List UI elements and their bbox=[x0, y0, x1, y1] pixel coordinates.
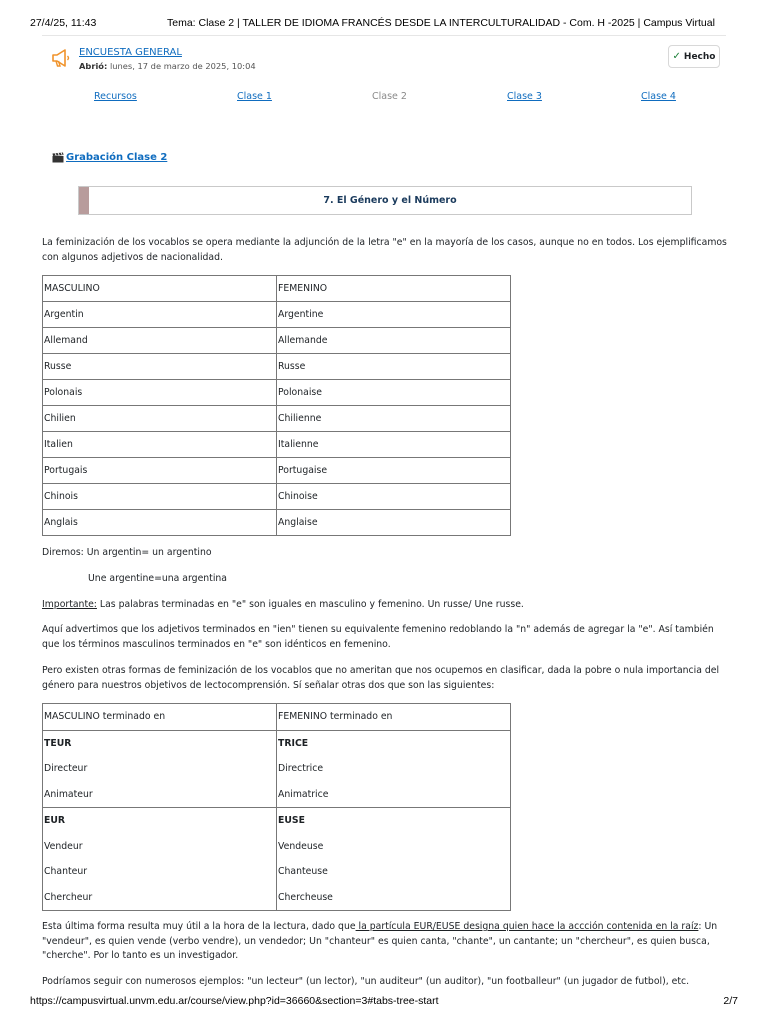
megaphone-icon bbox=[50, 48, 72, 68]
table-cell: Argentin bbox=[43, 302, 277, 328]
table-cell: Chinoise bbox=[277, 484, 511, 510]
class-tabs bbox=[0, 91, 768, 107]
paragraph-ien: Aquí advertimos que los adjetivos terminados en "ien" tienen su equivalente femenino redoblando la "n" además de agregar la "e". Así también que los términos masculinos terminados en "e" son idénticos en femenino. bbox=[42, 624, 714, 650]
paragraph-more-examples: Podríamos seguir con numerosos ejemplos: "un lecteur" (un lector), "un auditeur" (un auditor), "un footballeur" (un jugador de futbol), etc. bbox=[42, 976, 690, 987]
table-cell: Allemand bbox=[43, 328, 277, 354]
important-note: Importante: Las palabras terminadas en "e" son iguales en masculino y femenino. Un russe/ Une russe. bbox=[42, 599, 524, 610]
table-cell: Directrice bbox=[277, 756, 511, 782]
table-cell: Polonais bbox=[43, 380, 277, 406]
table-cell: Vendeuse bbox=[277, 834, 511, 860]
section-accent-bar bbox=[79, 187, 89, 214]
section-title: 7. El Género y el Número bbox=[323, 195, 457, 206]
table-row bbox=[43, 354, 511, 380]
divider bbox=[42, 35, 726, 36]
print-datetime: 27/4/25, 11:43 bbox=[30, 17, 97, 29]
table-row bbox=[43, 380, 511, 406]
paragraph-other-forms: Pero existen otras formas de feminización de los vocablos que no ameritan que nos ocupemos en clasificar, dada la pobre o nula importancia del género para nuestros objetivos de lectocomprensión. Sí señalar otras dos que son las siguientes: bbox=[42, 665, 720, 691]
table-cell: Anglaise bbox=[277, 510, 511, 536]
table-cell: Chercheuse bbox=[277, 885, 511, 911]
table-row bbox=[43, 756, 511, 782]
table-row bbox=[43, 406, 511, 432]
table-row bbox=[43, 458, 511, 484]
table-cell: Chilienne bbox=[277, 406, 511, 432]
table-row bbox=[43, 484, 511, 510]
encuesta-general-link[interactable]: ENCUESTA GENERAL bbox=[79, 47, 182, 58]
page-url: https://campusvirtual.unvm.edu.ar/course/view.php?id=36660&section=3#tabs-tree-start bbox=[30, 995, 439, 1007]
tab-clase-2: Clase 2 bbox=[372, 91, 407, 102]
table-row bbox=[43, 302, 511, 328]
table-cell: Portugais bbox=[43, 458, 277, 484]
table-row bbox=[43, 885, 511, 911]
table-nationality-adjectives bbox=[42, 275, 511, 536]
table-cell: Portugaise bbox=[277, 458, 511, 484]
checkmark-icon: ✓ bbox=[672, 51, 681, 62]
opened-date: Abrió: lunes, 17 de marzo de 2025, 10:04 bbox=[79, 61, 256, 71]
table-cell: Polonaise bbox=[277, 380, 511, 406]
table-row bbox=[43, 704, 511, 731]
print-page-title: Tema: Clase 2 | TALLER DE IDIOMA FRANCÉS DESDE LA INTERCULTURALIDAD - Com. H -2025 | Campus Virtual bbox=[167, 17, 715, 29]
table-row bbox=[43, 432, 511, 458]
example-masculine: Diremos: Un argentin= un argentino bbox=[42, 547, 212, 558]
tab-clase-3[interactable]: Clase 3 bbox=[507, 91, 542, 102]
table-endings bbox=[42, 703, 511, 911]
example-feminine: Une argentine=una argentina bbox=[88, 573, 227, 584]
table-row bbox=[43, 730, 511, 756]
table-cell: Chercheur bbox=[43, 885, 277, 911]
table-row bbox=[43, 808, 511, 834]
activity-encuesta bbox=[48, 45, 728, 75]
table-cell: TRICE bbox=[277, 730, 511, 756]
table-cell: Russe bbox=[43, 354, 277, 380]
table-cell: Italienne bbox=[277, 432, 511, 458]
clapperboard-icon bbox=[52, 152, 64, 163]
table-cell: Chanteur bbox=[43, 859, 277, 885]
table-cell: Animatrice bbox=[277, 782, 511, 808]
table-row bbox=[43, 510, 511, 536]
table-cell: Argentine bbox=[277, 302, 511, 328]
paragraph-intro: La feminización de los vocablos se opera mediante la adjunción de la letra "e" en la mayoría de los casos, aunque no en todos. Los ejemplificamos con algunos adjetivos de nacionalidad. bbox=[42, 237, 727, 263]
table-cell: MASCULINO bbox=[43, 276, 277, 302]
print-header bbox=[0, 0, 768, 34]
print-footer bbox=[30, 995, 738, 1007]
table-cell: Allemande bbox=[277, 328, 511, 354]
table-cell: Anglais bbox=[43, 510, 277, 536]
table-row bbox=[43, 859, 511, 885]
table-cell: MASCULINO terminado en bbox=[43, 704, 277, 731]
table-cell: Chilien bbox=[43, 406, 277, 432]
recording-link[interactable]: Grabación Clase 2 bbox=[52, 152, 167, 163]
table-cell: Russe bbox=[277, 354, 511, 380]
tab-clase-1[interactable]: Clase 1 bbox=[237, 91, 272, 102]
table-cell: EUR bbox=[43, 808, 277, 834]
table-cell: FEMENINO terminado en bbox=[277, 704, 511, 731]
table-cell: Directeur bbox=[43, 756, 277, 782]
done-button[interactable]: ✓ Hecho bbox=[668, 45, 720, 68]
table-cell: Italien bbox=[43, 432, 277, 458]
table-row bbox=[43, 328, 511, 354]
paragraph-eur-euse: Esta última forma resulta muy útil a la hora de la lectura, dado que la partícula EUR/EUSE designa quien hace la accción contenida en la raíz: Un "vendeur", es quien vende (verbo vendre), un vendedor; Un "chanteur" es quien canta, "chante", un cantante; un "chercheur", es quien busca, "cherche". Por lo tanto es un investigador. bbox=[42, 921, 718, 961]
table-cell: Chinois bbox=[43, 484, 277, 510]
table-cell: EUSE bbox=[277, 808, 511, 834]
table-cell: FEMENINO bbox=[277, 276, 511, 302]
table-row bbox=[43, 782, 511, 808]
table-cell: Chanteuse bbox=[277, 859, 511, 885]
table-cell: Vendeur bbox=[43, 834, 277, 860]
page-number: 2/7 bbox=[723, 995, 738, 1007]
tab-clase-4[interactable]: Clase 4 bbox=[641, 91, 676, 102]
section-heading-box bbox=[78, 186, 692, 215]
tab-recursos[interactable]: Recursos bbox=[94, 91, 137, 102]
table-cell: Animateur bbox=[43, 782, 277, 808]
table-row bbox=[43, 276, 511, 302]
table-row bbox=[43, 834, 511, 860]
table-cell: TEUR bbox=[43, 730, 277, 756]
